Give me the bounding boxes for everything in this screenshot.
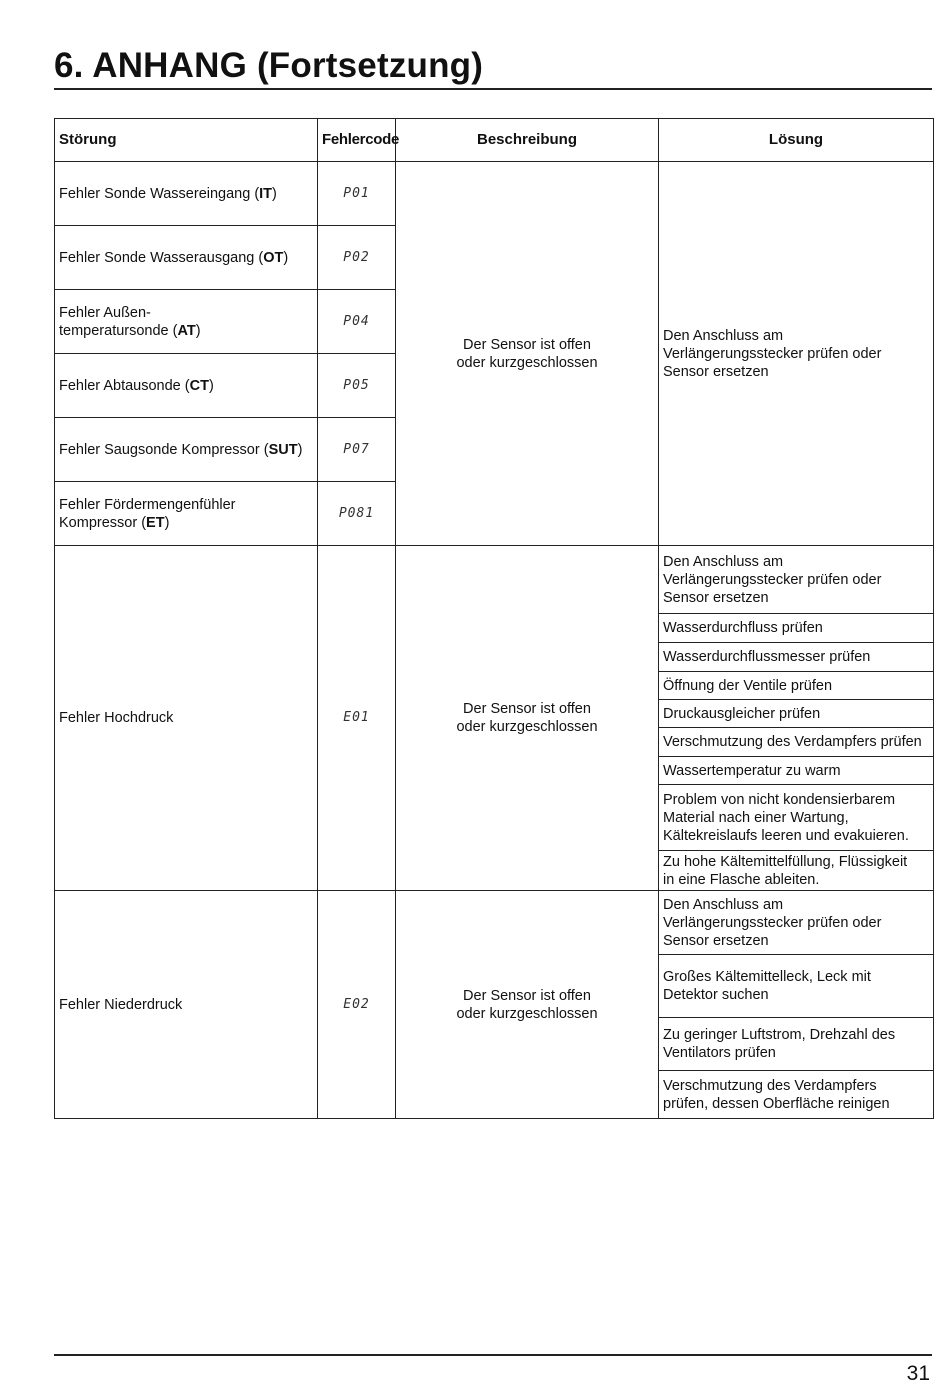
error-code-table: [54, 118, 934, 1119]
beschreibung-cell: Der Sensor ist offen oder kurzgeschlossen: [396, 162, 659, 546]
stoerung-cell: Fehler Sonde Wassereingang (IT): [55, 162, 318, 226]
fehlercode-cell: E02: [318, 891, 396, 1119]
loesung-cell: Den Anschluss am Verlängerungsstecker prüfen oder Sensor ersetzen: [659, 162, 934, 546]
stoerung-cell: Fehler Abtausonde (CT): [55, 354, 318, 418]
stoerung-text: Fehler Abtausonde (: [59, 377, 190, 394]
fehlercode-cell: P04: [318, 290, 396, 354]
title-divider: [54, 88, 932, 90]
loesung-cell: Wassertemperatur zu warm: [659, 757, 934, 785]
loesung-cell: Zu geringer Luftstrom, Drehzahl des Ventilators prüfen: [659, 1018, 934, 1071]
stoerung-text: Fehler Fördermengenfühler Kompressor (: [59, 496, 236, 531]
stoerung-cell: Fehler Hochdruck: [55, 546, 318, 891]
page-title: 6. ANHANG (Fortsetzung): [54, 46, 484, 85]
stoerung-text: Fehler Sonde Wasserausgang (: [59, 249, 264, 266]
stoerung-cell: Fehler Fördermengenfühler Kompressor (ET): [55, 482, 318, 546]
sensor-abbreviation: OT: [263, 249, 284, 266]
sensor-abbreviation: ET: [146, 514, 165, 531]
loesung-cell: Wasserdurchflussmesser prüfen: [659, 643, 934, 672]
stoerung-text: Fehler Sonde Wassereingang (: [59, 185, 260, 202]
fehlercode-cell: P05: [318, 354, 396, 418]
stoerung-cell: Fehler Niederdruck: [55, 891, 318, 1119]
stoerung-cell: Fehler Sonde Wasserausgang (OT): [55, 226, 318, 290]
sensor-abbreviation: SUT: [268, 441, 298, 458]
sensor-abbreviation: CT: [189, 377, 209, 394]
page-number: 31: [906, 1362, 930, 1385]
table-header-row: [55, 119, 934, 162]
table-row: [55, 891, 934, 955]
beschreibung-cell: Der Sensor ist offen oder kurzgeschlossen: [396, 891, 659, 1119]
loesung-cell: Zu hohe Kältemittelfüllung, Flüssigkeit in eine Flasche ableiten.: [659, 851, 934, 891]
header-beschreibung: Beschreibung: [396, 119, 659, 162]
loesung-cell: Den Anschluss am Verlängerungsstecker prüfen oder Sensor ersetzen: [659, 546, 934, 614]
loesung-cell: Wasserdurchfluss prüfen: [659, 614, 934, 643]
fehlercode-cell: P01: [318, 162, 396, 226]
header-stoerung: Störung: [55, 119, 318, 162]
loesung-cell: Großes Kältemittelleck, Leck mit Detektor suchen: [659, 955, 934, 1018]
table-row: [55, 162, 934, 226]
sensor-abbreviation: AT: [177, 322, 196, 339]
beschreibung-cell: Der Sensor ist offen oder kurzgeschlossen: [396, 546, 659, 891]
sensor-abbreviation: IT: [259, 185, 273, 202]
stoerung-text: Fehler Außen- temperatursonde (: [59, 304, 178, 339]
loesung-cell: Problem von nicht kondensierbarem Material nach einer Wartung, Kältekreislaufs leeren und evakuieren.: [659, 785, 934, 851]
fehlercode-cell: P07: [318, 418, 396, 482]
loesung-cell: Den Anschluss am Verlängerungsstecker prüfen oder Sensor ersetzen: [659, 891, 934, 955]
fehlercode-cell: E01: [318, 546, 396, 891]
loesung-cell: Öffnung der Ventile prüfen: [659, 672, 934, 700]
stoerung-cell: Fehler Außen- temperatursonde (AT): [55, 290, 318, 354]
footer-divider: [54, 1354, 932, 1356]
fehlercode-cell: P02: [318, 226, 396, 290]
loesung-cell: Verschmutzung des Verdampfers prüfen: [659, 728, 934, 757]
header-fehlercode: Fehlercode: [318, 119, 396, 162]
loesung-cell: Druckausgleicher prüfen: [659, 700, 934, 728]
table-row: [55, 546, 934, 614]
fehlercode-cell: P081: [318, 482, 396, 546]
stoerung-text: Fehler Saugsonde Kompressor (: [59, 441, 269, 458]
stoerung-cell: Fehler Saugsonde Kompressor (SUT): [55, 418, 318, 482]
header-loesung: Lösung: [659, 119, 934, 162]
loesung-cell: Verschmutzung des Verdampfers prüfen, dessen Oberfläche reinigen: [659, 1071, 934, 1119]
